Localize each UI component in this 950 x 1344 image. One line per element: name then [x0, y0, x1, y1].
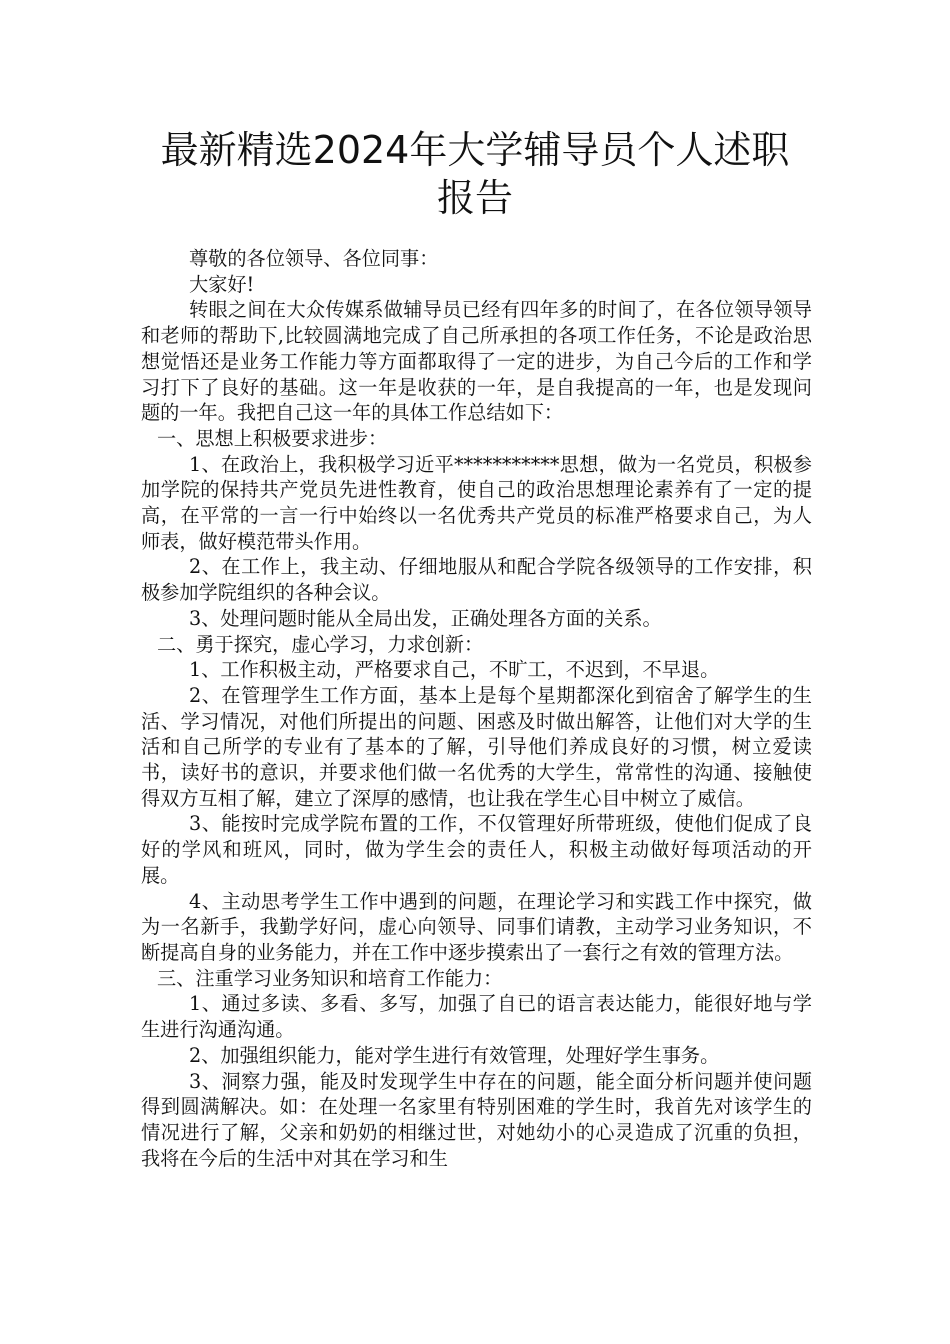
paragraph: 1、工作积极主动，严格要求自己，不旷工，不迟到，不早退。: [189, 658, 720, 682]
paragraph: 尊敬的各位领导、各位同事：: [189, 247, 439, 270]
paragraph: 转眼之间在大众传媒系做辅导员已经有四年多的时间了，在各位领导领导和老师的帮助下,比较圆满地完成了自己所承担的各项工作任务，不论是政治思想觉悟还是业务工作能力等方面都取得了一定的进步，为自己今后的工作和学习打下了良好的基础。这一年是收获的一年，是自我提高的一年，也是发现问题的一年。我把自己这一年的具体工作总结如下：: [141, 298, 812, 425]
paragraph: 4、主动思考学生工作中遇到的问题，在理论学习和实践工作中探究，做为一名新手，我勤学好问，虚心向领导、同事们请教，主动学习业务知识，不断提高自身的业务能力，并在工作中逐步摸索出了一套行之有效的管理方法。: [141, 889, 812, 964]
section-heading: 三、注重学习业务知识和培育工作能力：: [157, 966, 503, 990]
title-line-2: 报告: [436, 176, 513, 220]
document-title: [110, 126, 840, 222]
paragraph: 3、处理问题时能从全局出发，正确处理各方面的关系。: [189, 606, 662, 630]
paragraph: 2、在管理学生工作方面，基本上是每个星期都深化到宿舍了解学生的生活、学习情况，对他们所提出的问题、困惑及时做出解答，让他们对大学的生活和自己所学的专业有了基本的了解，引导他们养成良好的习惯，树立爱读书，读好书的意识，并要求他们做一名优秀的大学生，常常性的沟通、接触使得双方互相了解，建立了深厚的感情，也让我在学生心目中树立了威信。: [141, 683, 812, 810]
section-heading: 二、勇于探究，虚心学习，力求创新：: [157, 632, 484, 656]
title-line-1: 最新精选2024年大学辅导员个人述职: [160, 128, 790, 172]
paragraph: 3、能按时完成学院布置的工作，不仅管理好所带班级，使他们促成了良好的学风和班风，同时，做为学生会的责任人，积极主动做好每项活动的开展。: [141, 812, 812, 887]
paragraph: 大家好!: [189, 272, 255, 296]
paragraph: 1、在政治上，我积极学习近平***********思想，做为一名党员，积极参加学院的保持共产党员先进性教育，使自己的政治思想理论素养有了一定的提高，在平常的一言一行中始终以一名优秀共产党员的标准严格要求自己，为人师表，做好模范带头作用。: [141, 452, 812, 553]
paragraph: 1、通过多读、多看、多写，加强了自已的语言表达能力，能很好地与学生进行沟通沟通。: [141, 992, 812, 1042]
paragraph: 2、在工作上，我主动、仔细地服从和配合学院各级领导的工作安排，积极参加学院组织的各种会议。: [141, 555, 812, 605]
paragraph: 3、洞察力强，能及时发现学生中存在的问题，能全面分析问题并使问题得到圆满解决。如：在处理一名家里有特别困难的学生时，我首先对该学生的情况进行了解，父亲和奶奶的相继过世，对她幼小的心灵造成了沉重的负担，我将在今后的生活中对其在学习和生: [141, 1069, 812, 1170]
section-heading: 一、思想上积极要求进步：: [157, 426, 388, 450]
paragraph: 2、加强组织能力，能对学生进行有效管理，处理好学生事务。: [189, 1043, 720, 1067]
document-body: [141, 246, 812, 1171]
